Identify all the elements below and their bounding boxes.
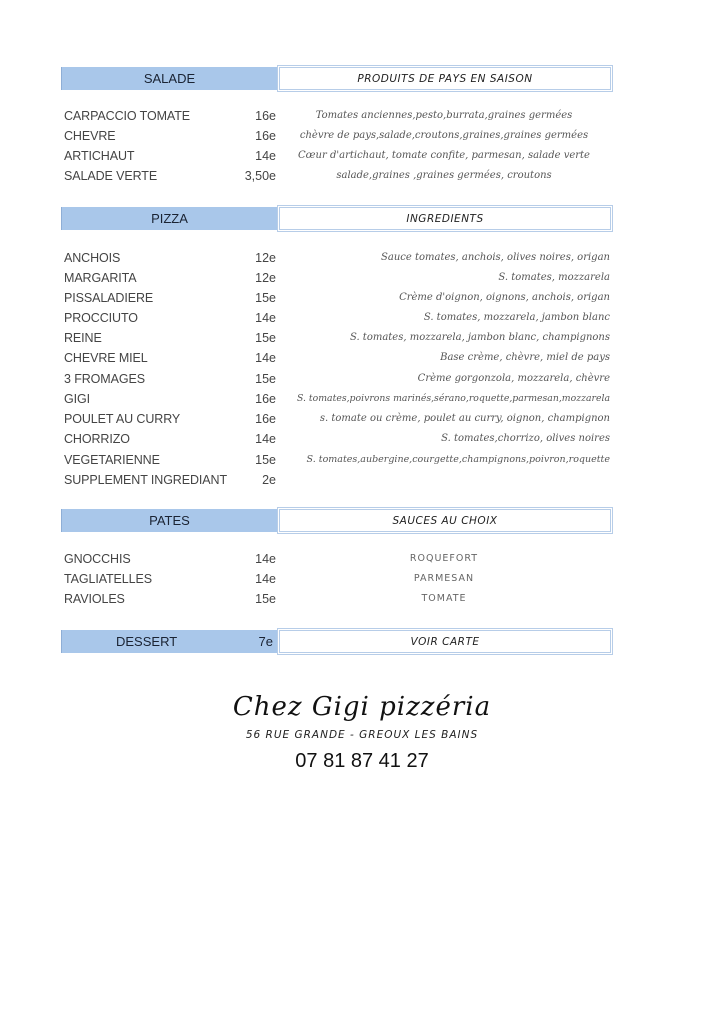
menu-item xyxy=(64,450,612,470)
item-price: 14e xyxy=(255,149,276,163)
sauce-option: PARMESAN xyxy=(413,573,475,584)
pates-section-header xyxy=(61,507,613,534)
menu-item xyxy=(64,549,612,569)
item-price: 15e xyxy=(255,331,276,345)
menu-item xyxy=(64,348,612,368)
item-price: 16e xyxy=(255,412,276,426)
item-name: 3 FROMAGES xyxy=(64,372,145,386)
item-description: Crème d'oignon, oignons, anchois, origan xyxy=(399,292,610,303)
menu-item xyxy=(64,268,612,288)
item-name: CHORRIZO xyxy=(64,432,130,446)
sauce-option: ROQUEFORT xyxy=(409,553,479,564)
pizza-section-header xyxy=(61,205,613,232)
menu-item xyxy=(64,369,612,389)
item-description: S. tomates,chorrizo, olives noires xyxy=(441,433,610,444)
item-price: 15e xyxy=(255,453,276,467)
item-name: VEGETARIENNE xyxy=(64,453,160,467)
item-name: ANCHOIS xyxy=(64,251,121,265)
item-description: chèvre de pays,salade,croutons,graines,graines germées xyxy=(299,130,589,141)
item-name: PROCCIUTO xyxy=(64,311,138,325)
item-description: Sauce tomates, anchois, olives noires, origan xyxy=(381,252,610,263)
item-description: Tomates anciennes,pesto,burrata,graines germées xyxy=(315,110,573,121)
item-description: S. tomates, mozzarela, jambon blanc, champignons xyxy=(349,332,610,343)
item-name: TAGLIATELLES xyxy=(64,572,152,586)
item-price: 14e xyxy=(255,351,276,365)
menu-item xyxy=(64,106,612,126)
sauce-option: TOMATE xyxy=(421,593,467,604)
item-name: CHEVRE xyxy=(64,129,116,143)
dessert-title: DESSERT xyxy=(116,634,178,649)
menu-item xyxy=(64,389,612,409)
menu-item xyxy=(64,409,612,429)
item-name: CHEVRE MIEL xyxy=(64,351,148,365)
item-name: POULET AU CURRY xyxy=(64,412,181,426)
dessert-subtitle: VOIR CARTE xyxy=(277,628,613,655)
item-name: SALADE VERTE xyxy=(64,169,158,183)
item-description: Base crème, chèvre, miel de pays xyxy=(440,352,610,363)
item-name: ARTICHAUT xyxy=(64,149,135,163)
pizza-subtitle: INGREDIENTS xyxy=(277,205,613,232)
menu-item xyxy=(64,328,612,348)
item-name: REINE xyxy=(64,331,102,345)
item-name: GIGI xyxy=(64,392,90,406)
dessert-section-header xyxy=(61,628,613,655)
menu-item xyxy=(64,470,612,490)
item-description: salade,graines ,graines germées, croutons xyxy=(336,170,552,181)
item-price: 14e xyxy=(255,311,276,325)
item-price: 15e xyxy=(255,291,276,305)
restaurant-phone: 07 81 87 41 27 xyxy=(295,750,429,772)
item-price: 12e xyxy=(255,251,276,265)
pates-subtitle: SAUCES AU CHOIX xyxy=(277,507,613,534)
menu-item xyxy=(64,589,612,609)
item-description: Cœur d'artichaut, tomate confite, parmesan, salade verte xyxy=(298,150,590,161)
item-price: 14e xyxy=(255,572,276,586)
item-name: GNOCCHIS xyxy=(64,552,131,566)
item-name: PISSALADIERE xyxy=(64,291,154,305)
dessert-price: 7e xyxy=(258,634,273,649)
item-price: 16e xyxy=(255,392,276,406)
item-price: 12e xyxy=(255,271,276,285)
item-name: CARPACCIO TOMATE xyxy=(64,109,190,123)
item-price: 16e xyxy=(255,109,276,123)
item-description: S. tomates,aubergine,courgette,champignons,poivron,roquette xyxy=(306,454,610,465)
salade-section-header xyxy=(61,65,613,92)
item-description: S. tomates, mozzarela xyxy=(498,272,610,283)
menu-item xyxy=(64,569,612,589)
restaurant-name: Chez Gigi pizzéria xyxy=(232,692,492,722)
item-description: Crème gorgonzola, mozzarela, chèvre xyxy=(417,373,610,384)
salade-title: SALADE xyxy=(61,67,277,90)
item-price: 14e xyxy=(255,552,276,566)
menu-item xyxy=(64,146,612,166)
menu-item xyxy=(64,126,612,146)
item-price: 15e xyxy=(255,592,276,606)
item-name: RAVIOLES xyxy=(64,592,125,606)
menu-item xyxy=(64,166,612,186)
menu-item xyxy=(64,288,612,308)
menu-item xyxy=(64,308,612,328)
item-name: MARGARITA xyxy=(64,271,137,285)
item-price: 2e xyxy=(262,473,276,487)
restaurant-address: 56 RUE GRANDE - GREOUX LES BAINS xyxy=(245,729,479,741)
item-name: SUPPLEMENT INGREDIANT xyxy=(64,473,227,487)
item-price: 15e xyxy=(255,372,276,386)
pizza-title: PIZZA xyxy=(61,207,277,230)
salade-subtitle: PRODUITS DE PAYS EN SAISON xyxy=(277,65,613,92)
item-description: S. tomates, mozzarela, jambon blanc xyxy=(423,312,610,323)
item-description: s. tomate ou crème, poulet au curry, oignon, champignon xyxy=(319,413,610,424)
item-description: S. tomates,poivrons marinés,sérano,roquette,parmesan,mozzarela xyxy=(296,393,610,404)
item-price: 3,50e xyxy=(244,169,276,183)
menu-item xyxy=(64,248,612,268)
menu-item xyxy=(64,429,612,449)
dessert-title-bar xyxy=(61,630,277,653)
pates-title: PATES xyxy=(61,509,277,532)
item-price: 16e xyxy=(255,129,276,143)
item-price: 14e xyxy=(255,432,276,446)
